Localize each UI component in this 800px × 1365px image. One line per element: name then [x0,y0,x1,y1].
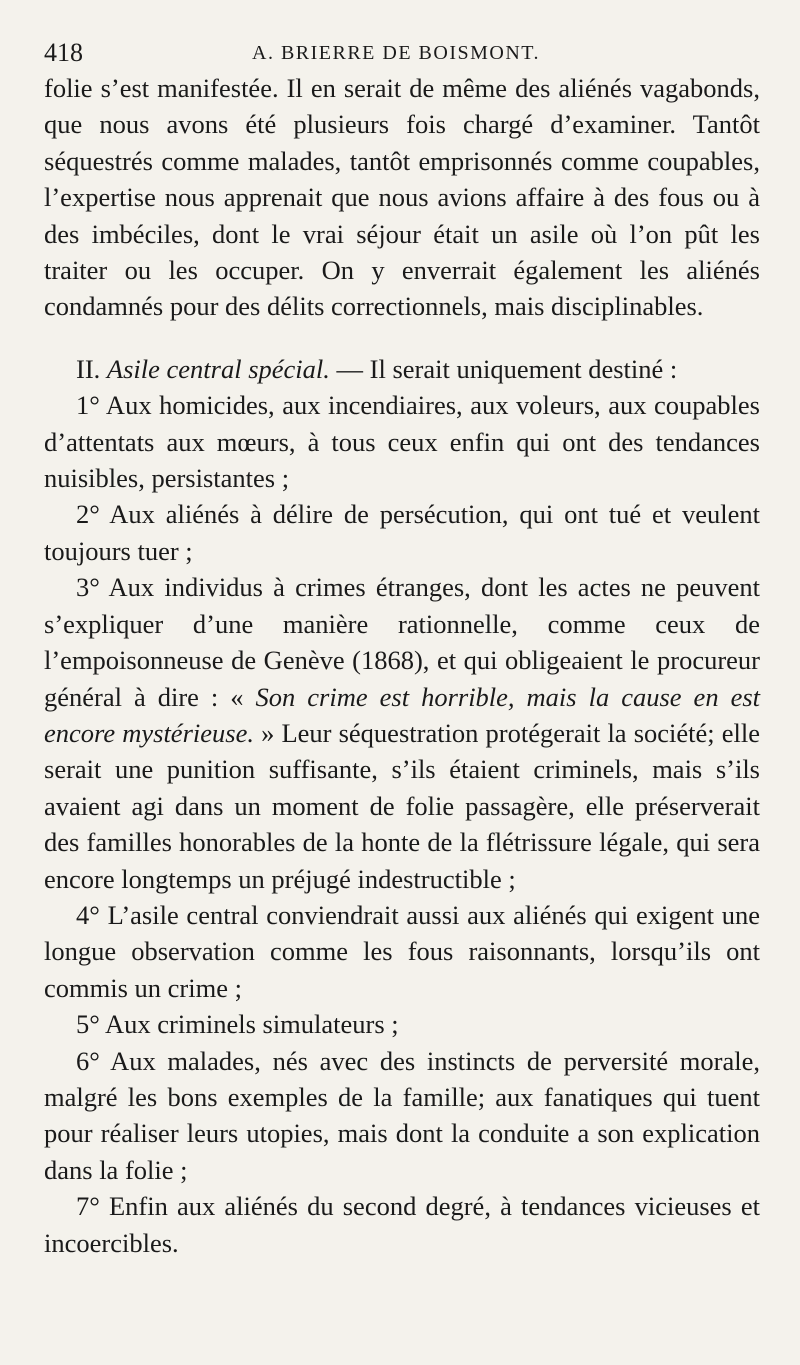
list-item-3-quote: Son crime est horrible, mais la cause en est encore mystérieuse. [44,681,761,748]
list-item-4: 4° L’asile central conviendrait aussi aux aliénés qui exigent une longue observation comme les fous raisonnants, lorsqu’ils ont commis un crime ; [44,899,760,1003]
page-number: 418 [44,38,83,67]
list-item-6: 6° Aux malades, nés avec des instincts de perversité morale, malgré les bons exemples de la famille; aux fanatiques qui tuent pour réaliser leurs utopies, mais dont la conduite a son explication dans la folie ; [44,1045,760,1185]
list-item-3 [44,569,760,897]
running-title: A. BRIERRE DE BOISMONT. [252,42,541,64]
running-header [44,30,760,70]
list-item-3-text: 3° Aux individus à crimes étranges, dont les actes ne peuvent s’expliquer d’une manière rationnelle, comme ceux de l’empoisonneuse de Genève (1868), et qui obligeaient le procureur général à dire : « [44,572,760,712]
list-item-7: 7° Enfin aux aliénés du second degré, à tendances vicieuses et incoercibles. [44,1191,760,1258]
section-intro: — Il serait uniquement destiné : [329,353,678,384]
section-title: Asile central spécial. [106,353,330,384]
paragraph-intro: folie s’est manifestée. Il en serait de même des aliénés vagabonds, que nous avons été plusieurs fois chargé d’examiner. Tantôt séquestrés comme malades, tantôt emprisonnés comme coupables, l’expertise nous apprenait que nous avions affaire à des fous ou à des imbéciles, dont le vrai séjour était un asile où l’on pût les traiter ou les occuper. On y enverrait également les aliénés condamnés pour des délits correctionnels, mais disciplinables. [44,73,760,322]
list-item-5: 5° Aux criminels simulateurs ; [76,1009,399,1040]
section-number: II. [76,353,107,384]
list-item-1: 1° Aux homicides, aux incendiaires, aux voleurs, aux coupables d’attentats aux mœurs, à tous ceux enfin qui ont des tendances nuisibles, persistantes ; [44,390,760,494]
list-item-3-rest: » Leur séquestration protégerait la société; elle serait une punition suffisante, s’ils étaient criminels, mais s’ils avaient agi dans un moment de folie passagère, elle préserverait des familles honorables de la honte de la flétrissure légale, qui sera encore longtemps un préjugé indestructible ; [44,717,760,894]
section-heading [44,351,760,387]
list-item-2: 2° Aux aliénés à délire de persécution, qui ont tué et veulent toujours tuer ; [44,499,760,566]
